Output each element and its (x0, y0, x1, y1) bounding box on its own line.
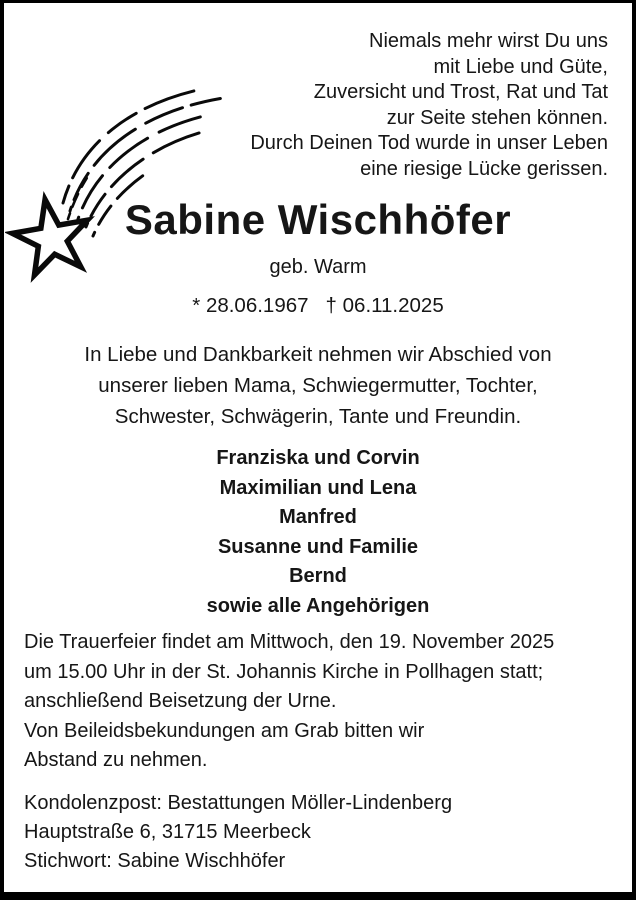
poem-line: eine riesige Lücke gerissen. (360, 157, 608, 180)
mourner-name: sowie alle Angehörigen (206, 594, 430, 617)
condolence-line: Stichwort: Sabine Wischhöfer (24, 849, 286, 872)
death-date: † 06.11.2025 (325, 294, 444, 317)
maiden-name: geb. Warm (269, 256, 367, 278)
mourners-list (4, 444, 632, 621)
farewell-line: unserer lieben Mama, Schwiegermutter, Tochter, (98, 374, 538, 397)
farewell-text (4, 339, 632, 432)
mourner-name: Susanne und Familie (217, 535, 419, 558)
condolence-line: Hauptstraße 6, 31715 Meerbeck (24, 820, 311, 843)
poem-line: zur Seite stehen können. (386, 106, 608, 129)
funeral-line: anschließend Beisetzung der Urne. (24, 690, 337, 712)
funeral-line: um 15.00 Uhr in der St. Johannis Kirche in Pollhagen statt; (24, 660, 544, 683)
poem-line: Zuversicht und Trost, Rat und Tat (313, 81, 608, 103)
funeral-info (4, 628, 632, 776)
birth-date: * 28.06.1967 (192, 294, 309, 317)
life-dates (4, 293, 632, 319)
mourner-name: Franziska und Corvin (216, 447, 420, 469)
funeral-line: Die Trauerfeier findet am Mittwoch, den 19. November 2025 (24, 631, 555, 653)
poem-line: Durch Deinen Tod wurde in unser Leben (250, 132, 608, 154)
condolence-line: Kondolenzpost: Bestattungen Möller-Lindenberg (24, 791, 453, 814)
poem-line: Niemals mehr wirst Du uns (369, 30, 608, 52)
poem-line: mit Liebe und Güte, (433, 55, 608, 78)
condolence-address (4, 789, 632, 876)
funeral-line: Von Beileidsbekundungen am Grab bitten wir (24, 719, 425, 742)
mourner-name: Maximilian und Lena (219, 476, 417, 499)
deceased-name: Sabine Wischhöfer (124, 196, 512, 243)
funeral-line: Abstand zu nehmen. (24, 749, 208, 771)
farewell-line: In Liebe und Dankbarkeit nehmen wir Abschied von (84, 343, 552, 366)
memorial-poem (4, 29, 632, 182)
farewell-line: Schwester, Schwägerin, Tante und Freundin. (114, 405, 522, 428)
mourner-name: Manfred (279, 506, 357, 528)
mourner-name: Bernd (289, 565, 347, 587)
